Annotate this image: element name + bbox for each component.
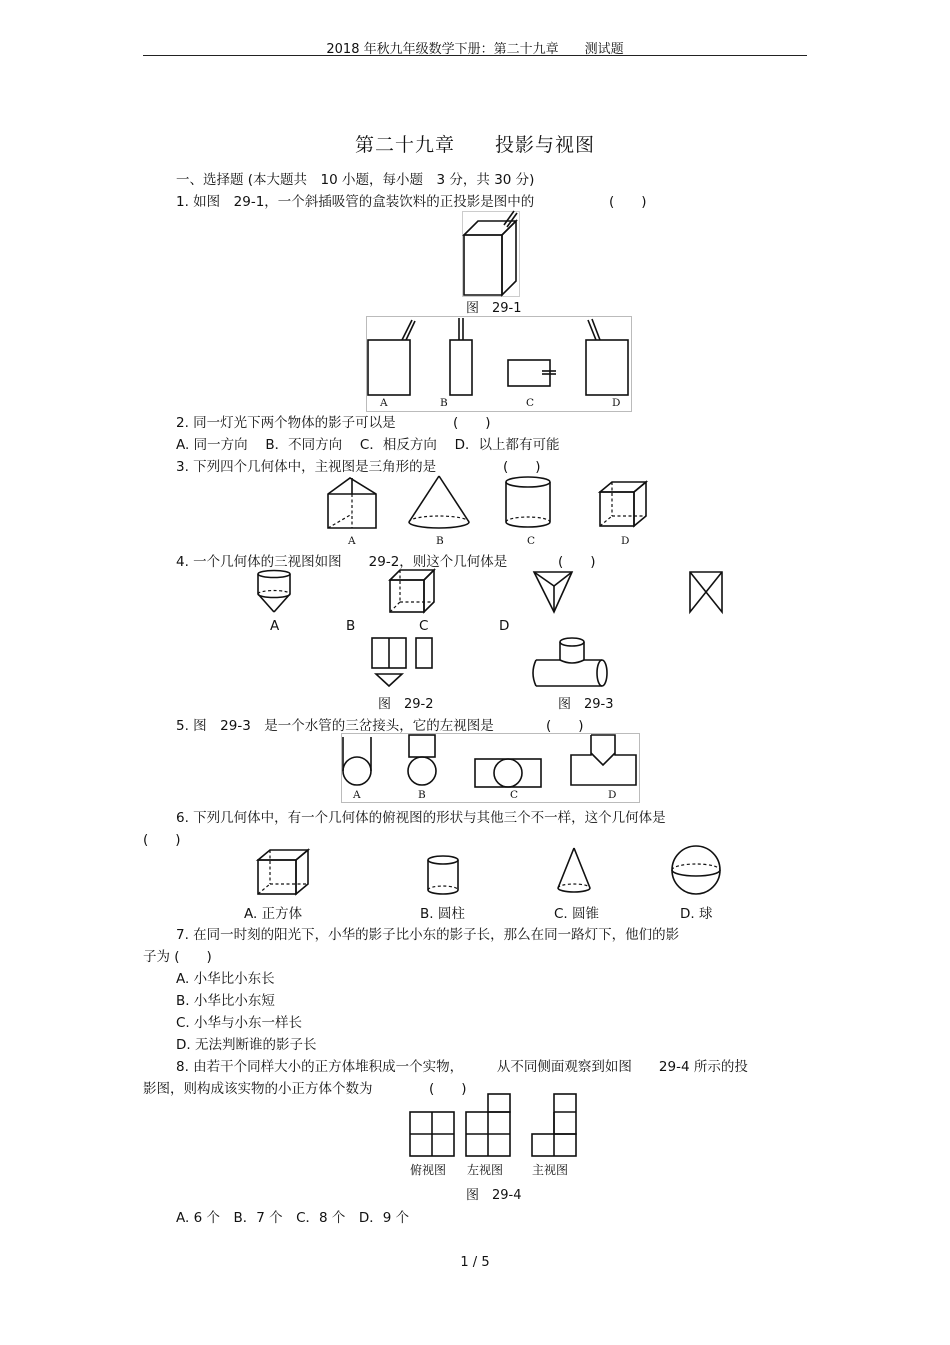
q3-option-c-label: C [527,535,536,547]
question-3-answer-bracket: ( ) [503,459,541,475]
q6-option-d-label: D. 球 [680,906,713,922]
q4-option-c-label: C [419,618,429,634]
q4-option-a-label: A [270,618,280,634]
question-8-text-cont: 影图，则构成该实物的小正方体个数为 [143,1081,373,1097]
q4-option-d-label: D [499,618,510,634]
question-2-text: 2. 同一灯光下两个物体的影子可以是 [176,415,396,431]
question-1-text: 1. 如图 29-1，一个斜插吸管的盒装饮料的正投影是图中的 [176,194,535,210]
question-4-text: 4. 一个几何体的三视图如图 29-2，则这个几何体是 [176,554,508,570]
chapter-title: 第二十九章 投影与视图 [354,134,595,156]
question-5-text: 5. 图 29-3 是一个水管的三岔接头，它的左视图是 [176,718,494,734]
q1-option-c-label: C [526,397,535,409]
q3-option-d-label: D [621,535,630,547]
question-8-options: A. 6 个 B．7 个 C．8 个 D．9 个 [176,1210,410,1226]
question-6-answer-bracket: ( ) [143,832,181,848]
q3-option-a-label: A [348,535,356,547]
question-7-text-cont: 子为 ( ) [143,949,212,965]
question-4-solids-figure [254,568,729,618]
figure-29-3-caption: 图 29-3 [558,697,614,712]
q4-option-b-label: B [346,618,356,634]
question-3-solids-figure [326,474,656,536]
question-7-text: 7. 在同一时刻的阳光下，小华的影子比小东的影子长，那么在同一路灯下，他们的影 [176,927,680,943]
q6-option-a-label: A. 正方体 [244,906,303,922]
figure-29-4-caption: 图 29-4 [466,1188,522,1203]
figure-29-4-views [408,1094,578,1160]
left-view-label: 左视图 [467,1163,504,1177]
question-6-solids-figure [256,846,726,898]
front-view-label: 主视图 [532,1163,569,1177]
q1-option-b-label: B [440,397,448,409]
page-header: 2018 年秋九年级数学下册：第二十九章 测试题 [326,42,624,57]
figure-29-1-caption: 图 29-1 [466,301,522,316]
question-6-text: 6. 下列几何体中，有一个几何体的俯视图的形状与其他三个不一样，这个几何体是 [176,810,666,826]
q1-option-d-label: D [612,397,621,409]
q5-option-d-label: D [608,789,617,801]
question-2-options: A. 同一方向 B．不同方向 C．相反方向 D．以上都有可能 [176,437,560,453]
question-3-text: 3. 下列四个几何体中，主视图是三角形的是 [176,459,437,475]
q5-option-a-label: A [353,789,361,801]
question-2-answer-bracket: ( ) [453,415,491,431]
header-rule [143,55,807,56]
page-number: 1 / 5 [460,1255,490,1270]
q3-option-b-label: B [436,535,444,547]
question-1-answer-bracket: ( ) [609,194,647,210]
top-view-label: 俯视图 [410,1163,447,1177]
q5-option-c-label: C [510,789,519,801]
figure-29-3-pipe-tee [534,636,608,690]
q6-option-b-label: B. 圆柱 [420,906,465,922]
q7-option-d: D. 无法判断谁的影子长 [176,1037,317,1053]
question-5-answer-bracket: ( ) [546,718,584,734]
question-5-options-figure [341,733,638,801]
question-8-answer-bracket: ( ) [429,1081,467,1097]
figure-29-2-caption: 图 29-2 [378,697,434,712]
figure-29-2-three-views [370,636,440,690]
q7-option-b: B. 小华比小东短 [176,993,275,1009]
q7-option-c: C. 小华与小东一样长 [176,1015,303,1031]
q1-option-a-label: A [380,397,388,409]
q5-option-b-label: B [418,789,426,801]
section-heading: 一、选择题 (本大题共 10 小题，每小题 3 分，共 30 分) [176,172,535,188]
question-8-text: 8. 由若干个同样大小的正方体堆积成一个实物， 从不同侧面观察到如图 29-4 所示的投 [176,1059,748,1075]
q6-option-c-label: C. 圆锥 [554,906,600,922]
q7-option-a: A. 小华比小东长 [176,971,275,987]
question-1-options-figure [366,316,630,410]
question-4-answer-bracket: ( ) [558,554,596,570]
figure-29-1-drink-box [462,211,522,301]
